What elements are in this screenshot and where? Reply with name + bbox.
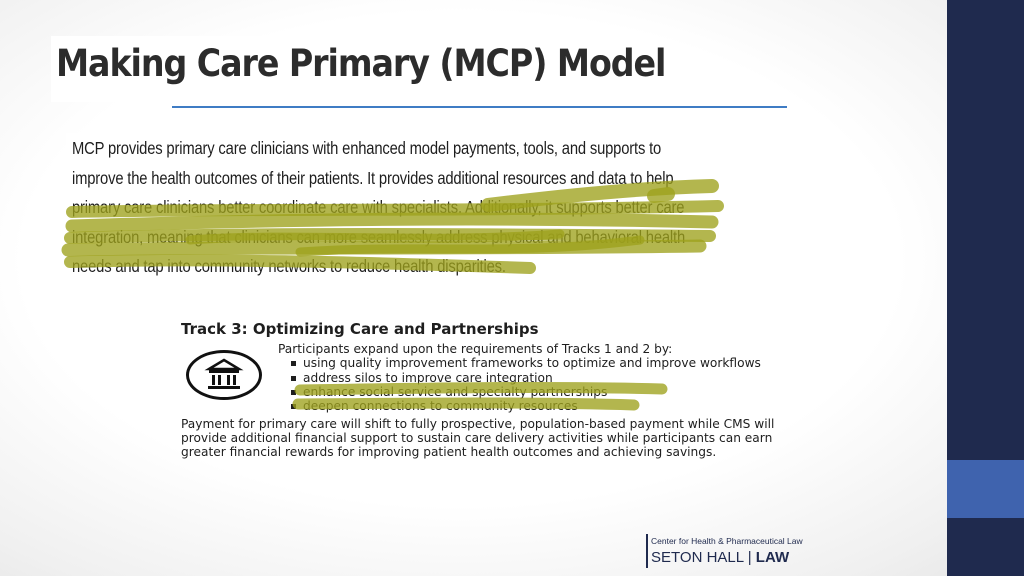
logo-divider	[646, 534, 648, 568]
payment-line-1: Payment for primary care will shift to fully prospective, population-based payment while CMS will	[181, 417, 775, 431]
slide-title: Making Care Primary (MCP) Model	[56, 42, 666, 85]
track-intro: Participants expand upon the requirements of Tracks 1 and 2 by:	[278, 342, 673, 356]
payment-line-3: greater financial rewards for improving patient health outcomes and achieving savings.	[181, 445, 717, 459]
paragraph-line-3: primary care clinicians better coordinate care with specialists. Additionally, it supports better care	[72, 197, 685, 217]
bullet-item-4: deepen connections to community resources	[291, 399, 578, 413]
paragraph-line-4: integration, meaning that clinicians can more seamlessly address physical and behavioral health	[72, 227, 686, 247]
paragraph-line-1: MCP provides primary care clinicians with enhanced model payments, tools, and supports to	[72, 138, 662, 158]
bullet-item-1: using quality improvement frameworks to optimize and improve workflows	[291, 356, 761, 370]
bank-building-icon	[186, 350, 262, 400]
sidebar-accent-block	[947, 460, 1024, 518]
track-title: Track 3: Optimizing Care and Partnerships	[181, 320, 539, 338]
payment-line-2: provide additional financial support to sustain care delivery activities while participants can earn	[181, 431, 773, 445]
paragraph-line-5: needs and tap into community networks to reduce health disparities.	[72, 256, 506, 276]
bullet-item-2: address silos to improve care integration	[291, 371, 553, 385]
logo-subtitle: Center for Health & Pharmaceutical Law	[651, 536, 803, 546]
bullet-item-3: enhance social service and specialty partnerships	[291, 385, 607, 399]
seton-hall-law-logo: SETON HALL | LAW	[651, 549, 790, 566]
paragraph-line-2: improve the health outcomes of their patients. It provides additional resources and data to help	[72, 168, 674, 188]
title-divider	[172, 106, 787, 108]
